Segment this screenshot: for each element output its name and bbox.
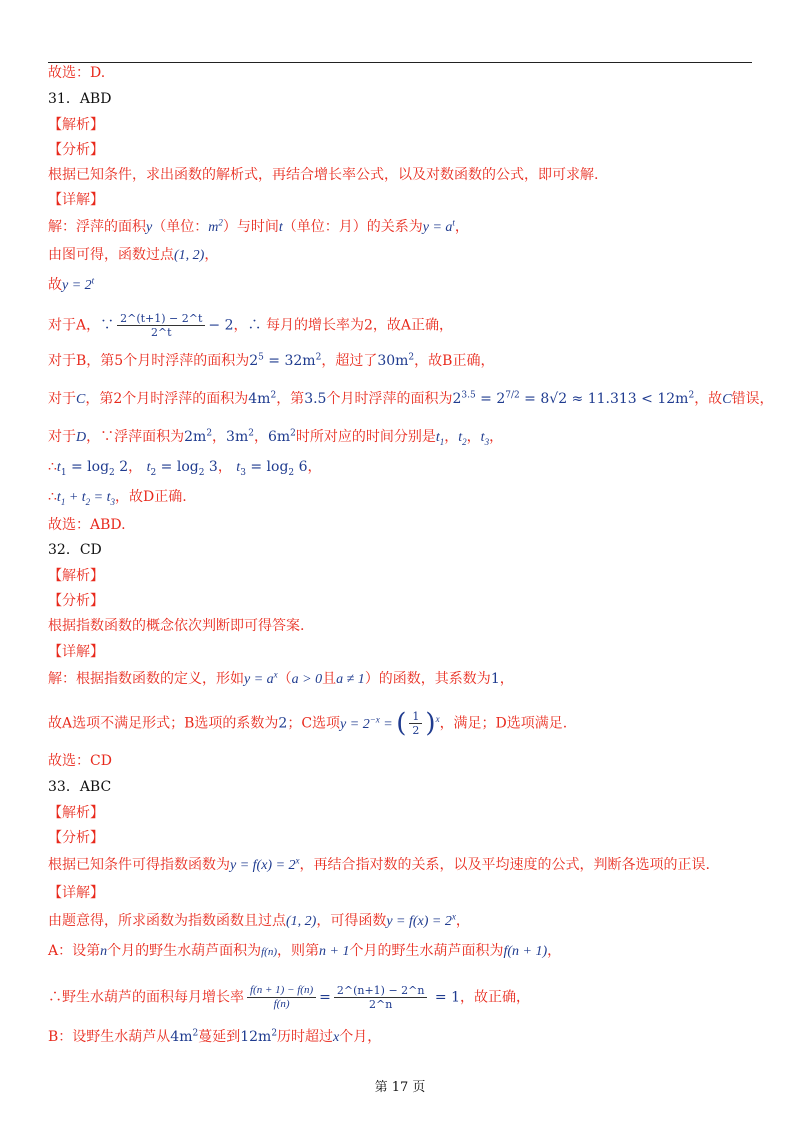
text-line: 故$y = 2^t$	[48, 275, 95, 293]
text-line: $\therefore t_1 = \log_2 2$， $t_2 = \log_2 3$， $t_3 = \log_2 6$，	[48, 459, 322, 478]
fraction: $\frac{2\^{}(n+1) - 2\^{}n}{2\^{}n}$	[334, 984, 428, 1011]
section-label: 【解析】	[48, 117, 104, 133]
question-number: 31．ABD	[48, 91, 112, 107]
text-line: 由题意得，所求函数为指数函数且过点(1, 2)，可得函数$y = f(x) = 2^x$，	[48, 911, 470, 929]
text-line: 由图可得，函数过点(1, 2)，	[48, 247, 219, 263]
text-line: ∴野生水葫芦的面积每月增长率 $\frac{f(n + 1) - f(n)}{f(n)}$ = $\frac{2\^{}(n+1) - 2\^{}n}{2\^{}n}$ = 1，故正确，	[48, 984, 531, 1011]
fraction: $\frac{1}{2}$	[409, 710, 422, 737]
text-line: 解：浮萍的面积y（单位：$m^2$）与时间t（单位：月）的关系为$y = a^t$，	[48, 217, 469, 235]
text-line: 解：根据指数函数的定义，形如$y = a^x(a > 0$且a ≠ 1）的函数，其系数为1，	[48, 669, 514, 687]
section-label: 【解析】	[48, 805, 104, 821]
text-line: 对于C，第2个月时浮萍的面积为$4m^2$，第3.5个月时浮萍的面积为$2^{3.5} = 2^{7/2} = 8√2 \approx 11.313 < 12m^2$，故C错误，	[48, 390, 774, 407]
section-label: 【详解】	[48, 885, 104, 901]
text-line: 根据已知条件可得指数函数为$y = f(x) = 2^x$，再结合指对数的关系，以及平均速度的公式，判断各选项的正误.	[48, 855, 710, 873]
text-line: A：设第n个月的野生水葫芦面积为f(n)，则第n + 1个月的野生水葫芦面积为f(n + 1)，	[48, 943, 562, 959]
text-line: 故选：ABD.	[48, 517, 126, 533]
fraction: $\frac{f(n + 1) - f(n)}{f(n)}$	[247, 984, 316, 1011]
page-number: 第 17 页	[374, 1080, 426, 1095]
section-label: 【分析】	[48, 593, 104, 609]
section-label: 【详解】	[48, 192, 104, 208]
text-line: 根据指数函数的概念依次判断即可得答案.	[48, 618, 305, 634]
text-line: 根据已知条件，求出函数的解析式，再结合增长率公式，以及对数函数的公式，即可求解.	[48, 167, 599, 183]
text-line: 对于B，第5个月时浮萍的面积为$2^5 = 32m^2$，超过了$30m^2$，故B正确，	[48, 352, 495, 369]
text-line: $\therefore t_1 + t_2 = t_3$，故D正确.	[48, 489, 187, 507]
fraction: $\frac{2\^{}(t+1) - 2\^{}t}{2\^{}t}$	[117, 312, 205, 339]
section-label: 【解析】	[48, 568, 104, 584]
text-line: 对于D，∵浮萍面积为$2m^2$，$3m^2$，$6m^2$时所对应的时间分别是$t_1$，$t_2$，$t_3$，	[48, 428, 504, 447]
section-label: 【详解】	[48, 644, 104, 660]
text-line: 故A选项不满足形式；B选项的系数为2；C选项$y = 2^{-x}$ = ( $\frac{1}{2}$ )$^x$，满足；D选项满足.	[48, 708, 568, 739]
header-rule	[48, 62, 752, 63]
text-line: 故选：CD	[48, 753, 112, 769]
text-line: B：设野生水葫芦从$4m^2$蔓延到$12m^2$历时超过x个月，	[48, 1028, 382, 1045]
text-line: 对于A，∵ $\frac{2\^{}(t+1) - 2\^{}t}{2\^{}t}$ − 2，∴ 每月的增长率为2，故A正确，	[48, 312, 453, 339]
question-number: 33．ABC	[48, 779, 112, 795]
section-label: 【分析】	[48, 830, 104, 846]
question-number: 32．CD	[48, 542, 102, 558]
section-label: 【分析】	[48, 142, 104, 158]
text-line: 故选：D.	[48, 65, 106, 81]
